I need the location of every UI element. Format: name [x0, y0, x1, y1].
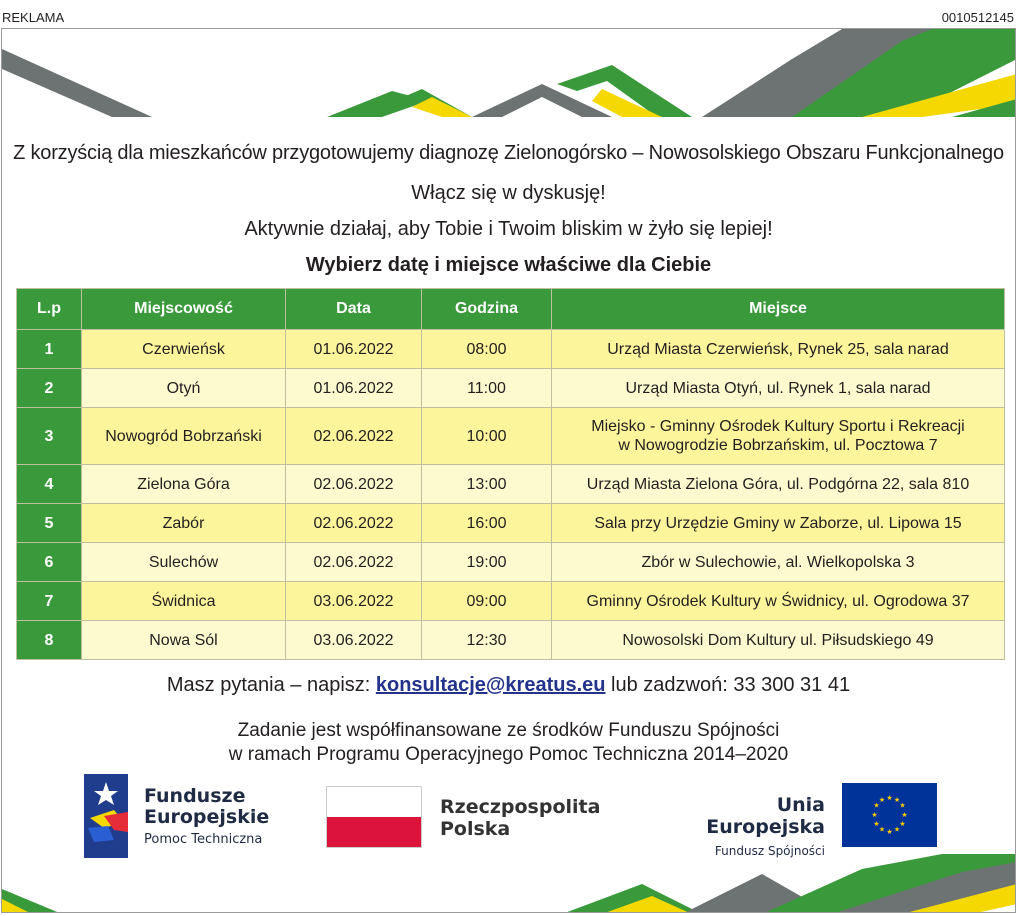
cell-time: 11:00	[422, 369, 552, 408]
cell-place: Urząd Miasta Otyń, ul. Rynek 1, sala narad	[552, 369, 1005, 408]
fe-line3: Pomoc Techniczna	[144, 832, 263, 847]
fe-line2: Europejskie	[144, 806, 270, 828]
table-row	[17, 582, 1005, 621]
svg-text:★: ★	[878, 796, 886, 804]
table-row	[17, 369, 1005, 408]
ad-label: REKLAMA	[2, 10, 65, 25]
cell-town: Nowa Sól	[82, 621, 286, 660]
cell-time: 12:30	[422, 621, 552, 660]
cell-town: Sulechów	[82, 543, 286, 582]
cell-place-line1: Miejsko - Gminny Ośrodek Kultury Sportu i Rekreacji	[591, 418, 965, 435]
cell-place: Urząd Miasta Czerwieńsk, Rynek 25, sala narad	[552, 330, 1005, 369]
svg-text:★: ★	[873, 801, 880, 810]
intro-call: Włącz się w dyskusję!	[411, 182, 606, 204]
contact-line	[2, 674, 1015, 697]
fundusze-europejskie-logo-icon	[84, 774, 128, 858]
header-time: Godzina	[422, 289, 552, 330]
cell-date: 02.06.2022	[286, 465, 422, 504]
cell-date: 03.06.2022	[286, 621, 422, 660]
cell-time: 08:00	[422, 330, 552, 369]
header-town: Miejscowość	[82, 289, 286, 330]
svg-text:★: ★	[886, 828, 893, 836]
cell-time: 10:00	[422, 408, 552, 465]
cell-place	[552, 408, 1005, 465]
rp-line2: Polska	[440, 818, 511, 840]
cell-lp: 2	[17, 369, 82, 408]
cell-place: Gminny Ośrodek Kultury w Świdnicy, ul. Ogrodowa 37	[552, 582, 1005, 621]
svg-text:★: ★	[893, 825, 901, 834]
eu-flag-icon	[842, 783, 937, 847]
top-decoration	[2, 29, 1016, 121]
cell-date: 02.06.2022	[286, 408, 422, 465]
cell-town: Świdnica	[82, 582, 286, 621]
svg-text:★: ★	[886, 794, 893, 802]
table-row	[17, 621, 1005, 660]
cell-town: Czerwieńsk	[82, 330, 286, 369]
header-date: Data	[286, 289, 422, 330]
svg-text:★: ★	[873, 820, 880, 828]
cell-time: 13:00	[422, 465, 552, 504]
cell-date: 01.06.2022	[286, 330, 422, 369]
cell-town: Otyń	[82, 369, 286, 408]
fundusze-europejskie-text	[144, 786, 269, 847]
table-row	[17, 330, 1005, 369]
cell-place: Zbór w Sulechowie, al. Wielkopolska 3	[552, 543, 1005, 582]
svg-text:★: ★	[878, 825, 886, 834]
ue-line1: Unia Europejska	[706, 794, 825, 838]
cell-place: Sala przy Urzędzie Gminy w Zaborze, ul. Lipowa 15	[552, 504, 1005, 543]
ad-code: 0010512145	[941, 10, 1014, 25]
svg-text:★: ★	[899, 820, 906, 828]
cell-time: 09:00	[422, 582, 552, 621]
cell-place-line2: w Nowogrodzie Bobrzańskim, ul. Pocztowa 7	[618, 437, 938, 454]
cell-time: 16:00	[422, 504, 552, 543]
logos-strip	[2, 774, 1016, 864]
cell-lp: 7	[17, 582, 82, 621]
table-row	[17, 504, 1005, 543]
header-lp: L.p	[17, 289, 82, 330]
header-place: Miejsce	[552, 289, 1005, 330]
svg-text:★: ★	[871, 811, 878, 819]
table-row	[17, 465, 1005, 504]
contact-prefix: Masz pytania – napisz:	[166, 674, 371, 696]
cell-date: 02.06.2022	[286, 543, 422, 582]
funding-line1: Zadanie jest współfinansowane ze środków Funduszu Spójności	[237, 720, 780, 741]
cell-date: 03.06.2022	[286, 582, 422, 621]
cell-place: Urząd Miasta Zielona Góra, ul. Podgórna 22, sala 810	[552, 465, 1005, 504]
ue-line2: Fundusz Spójności	[714, 844, 825, 858]
table-row	[17, 408, 1005, 465]
intro-headline: Z korzyścią dla mieszkańców przygotowujemy diagnozę Zielonogórsko – Nowosolskiego Obszaru Funkcjonalnego	[13, 142, 1004, 164]
cell-town: Nowogród Bobrzański	[82, 408, 286, 465]
svg-text:★: ★	[893, 796, 901, 804]
funding-note	[2, 719, 1015, 767]
cell-lp: 8	[17, 621, 82, 660]
table-title: Wybierz datę i miejsce właściwe dla Ciebie	[305, 254, 712, 276]
svg-text:★: ★	[901, 811, 908, 819]
schedule-table	[16, 288, 1005, 660]
cell-lp: 4	[17, 465, 82, 504]
unia-europejska-text	[657, 794, 825, 858]
cell-lp: 5	[17, 504, 82, 543]
table-row	[17, 543, 1005, 582]
cell-lp: 1	[17, 330, 82, 369]
cell-town: Zabór	[82, 504, 286, 543]
funding-line2: w ramach Programu Operacyjnego Pomoc Techniczna 2014–2020	[228, 744, 789, 765]
svg-text:★: ★	[899, 801, 906, 810]
cell-place: Nowosolski Dom Kultury ul. Piłsudskiego 49	[552, 621, 1005, 660]
contact-suffix: lub zadzwoń: 33 300 31 41	[611, 674, 851, 696]
cell-date: 01.06.2022	[286, 369, 422, 408]
fe-line1: Fundusze	[144, 785, 246, 807]
contact-email-link[interactable]: konsultacje@kreatus.eu	[375, 674, 606, 696]
cell-time: 19:00	[422, 543, 552, 582]
rzeczpospolita-polska-text	[440, 796, 600, 840]
cell-lp: 3	[17, 408, 82, 465]
cell-lp: 6	[17, 543, 82, 582]
cell-town: Zielona Góra	[82, 465, 286, 504]
intro-slogan: Aktywnie działaj, aby Tobie i Twoim bliskim w żyło się lepiej!	[244, 218, 773, 240]
table-header-row	[17, 289, 1005, 330]
ad-frame	[1, 28, 1016, 913]
cell-date: 02.06.2022	[286, 504, 422, 543]
polish-flag-icon	[326, 786, 422, 848]
rp-line1: Rzeczpospolita	[440, 796, 601, 818]
